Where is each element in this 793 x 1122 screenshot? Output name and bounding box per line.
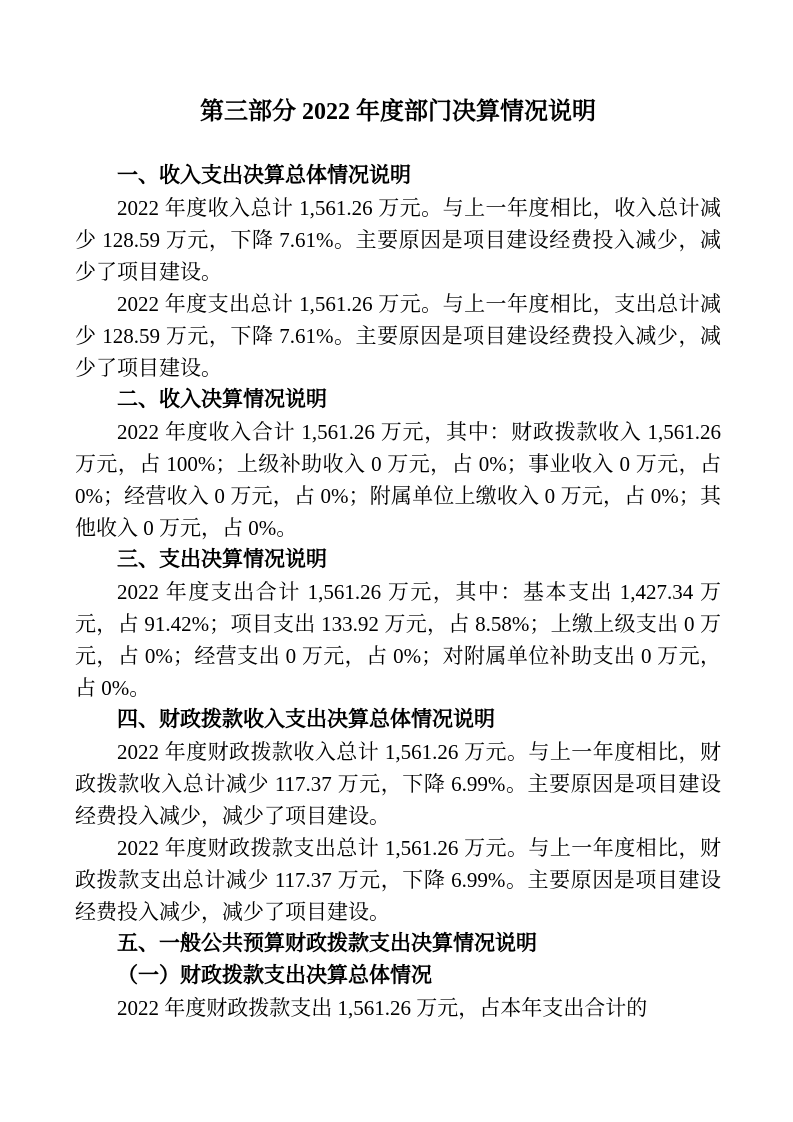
paragraph-fiscal-expenditure-share: 2022 年度财政拨款支出 1,561.26 万元，占本年支出合计的 xyxy=(117,996,648,1020)
section-heading-income-accounts: 二、收入决算情况说明 xyxy=(117,388,327,411)
paragraph-expenditure-breakdown: 2022 年度支出合计 1,561.26 万元，其中：基本支出 1,427.34 万元，占 91.42%；项目支出 133.92 万元，占 8.58%；上缴上级支出 0 万元，占 0%；经营支出 0 万元，占 0%；对附属单位补助支出 0 万元，占 0%。 xyxy=(75,580,721,700)
paragraph-total-income: 2022 年度收入总计 1,561.26 万元。与上一年度相比，收入总计减少 128.59 万元，下降 7.61%。主要原因是项目建设经费投入减少，减少了项目建设。 xyxy=(75,196,721,284)
paragraph-income-breakdown: 2022 年度收入合计 1,561.26 万元，其中：财政拨款收入 1,561.26 万元，占 100%；上级补助收入 0 万元，占 0%；事业收入 0 万元，占 0%；经营收入 0 万元，占 0%；附属单位上缴收入 0 万元，占 0%；其他收入 0 万元，占 0%。 xyxy=(75,420,721,540)
paragraph-total-expenditure: 2022 年度支出总计 1,561.26 万元。与上一年度相比，支出总计减少 128.59 万元，下降 7.61%。主要原因是项目建设经费投入减少，减少了项目建设。 xyxy=(75,292,721,380)
section-heading-public-budget-expenditure: 五、一般公共预算财政拨款支出决算情况说明 xyxy=(117,932,537,955)
document-title: 第三部分 2022 年度部门决算情况说明 xyxy=(200,99,596,125)
paragraph-fiscal-income-total: 2022 年度财政拨款收入总计 1,561.26 万元。与上一年度相比，财政拨款收入总计减少 117.37 万元，下降 6.99%。主要原因是项目建设经费投入减少，减少了项目建设。 xyxy=(75,740,721,828)
section-heading-income-expenditure-overview: 一、收入支出决算总体情况说明 xyxy=(117,164,411,187)
section-heading-fiscal-appropriation-overview: 四、财政拨款收入支出决算总体情况说明 xyxy=(117,708,495,731)
paragraph-fiscal-expenditure-total: 2022 年度财政拨款支出总计 1,561.26 万元。与上一年度相比，财政拨款支出总计减少 117.37 万元，下降 6.99%。主要原因是项目建设经费投入减少，减少了项目建设。 xyxy=(75,836,721,924)
section-heading-expenditure-accounts: 三、支出决算情况说明 xyxy=(117,548,327,571)
subsection-heading-fiscal-expenditure-overview: （一）财政拨款支出决算总体情况 xyxy=(117,964,432,987)
